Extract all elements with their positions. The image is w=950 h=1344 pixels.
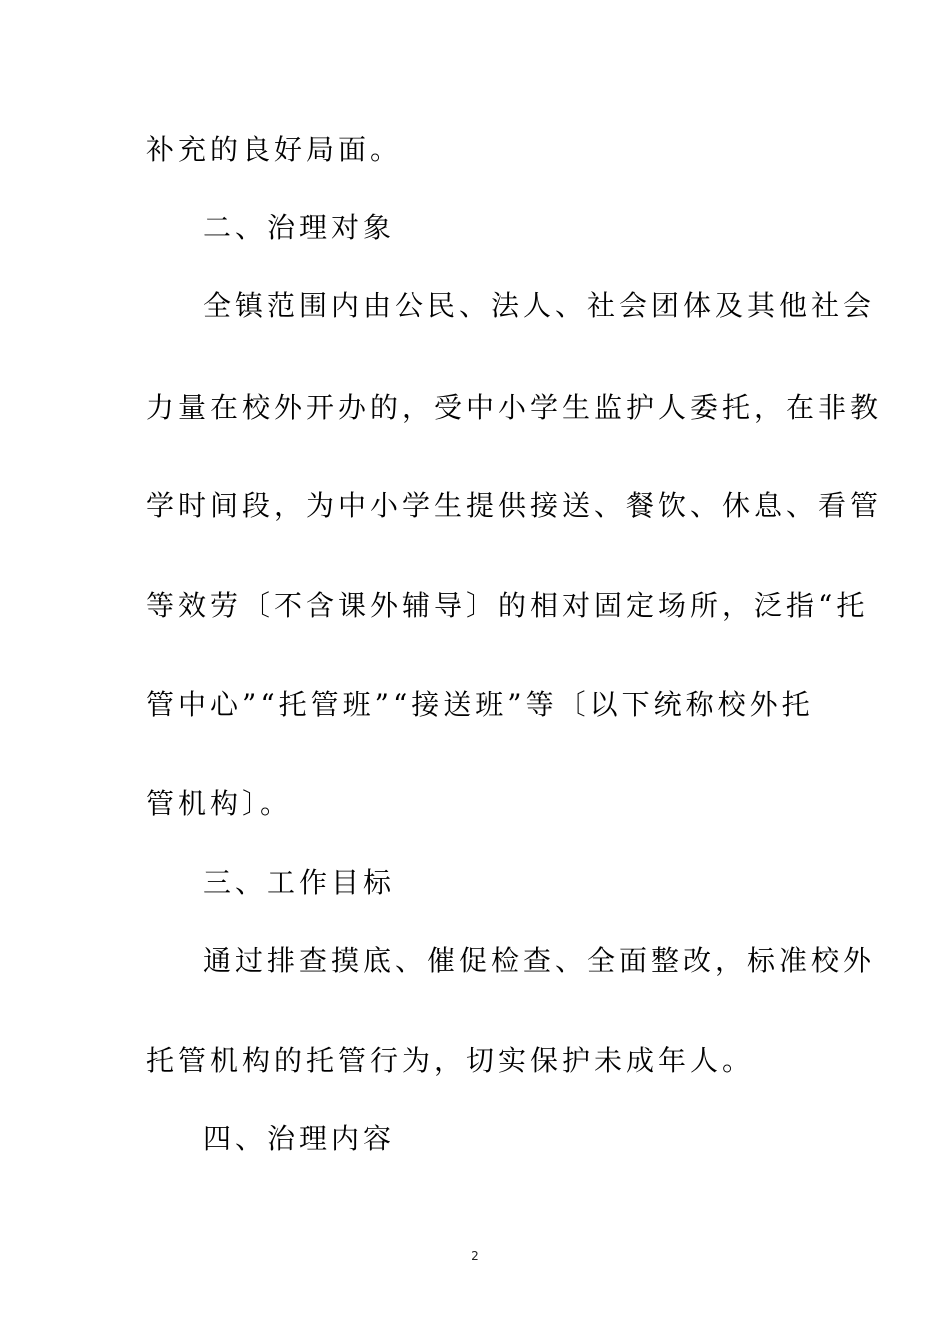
body-text-line: 等效劳〔不含课外辅导〕的相对固定场所，泛指“托 [146, 589, 869, 622]
body-text-line: 管中心”“托管班”“接送班”等〔以下统称校外托 [146, 688, 814, 721]
page-number: 2 [471, 1249, 479, 1263]
section-heading: 四、治理内容 [203, 1122, 396, 1155]
body-text-line: 全镇范围内由公民、法人、社会团体及其他社会 [203, 289, 876, 322]
body-text-line: 管机构〕。 [146, 787, 293, 820]
body-text-line: 托管机构的托管行为，切实保护未成年人。 [146, 1044, 755, 1077]
body-text-line: 学时间段，为中小学生提供接送、餐饮、休息、看管 [146, 489, 883, 522]
body-text-line: 力量在校外开办的，受中小学生监护人委托，在非教 [146, 391, 883, 424]
body-text-line: 通过排查摸底、催促检查、全面整改，标准校外 [203, 944, 876, 977]
body-text-line: 补充的良好局面。 [146, 133, 403, 166]
section-heading: 三、工作目标 [203, 866, 396, 899]
section-heading: 二、治理对象 [203, 211, 396, 244]
